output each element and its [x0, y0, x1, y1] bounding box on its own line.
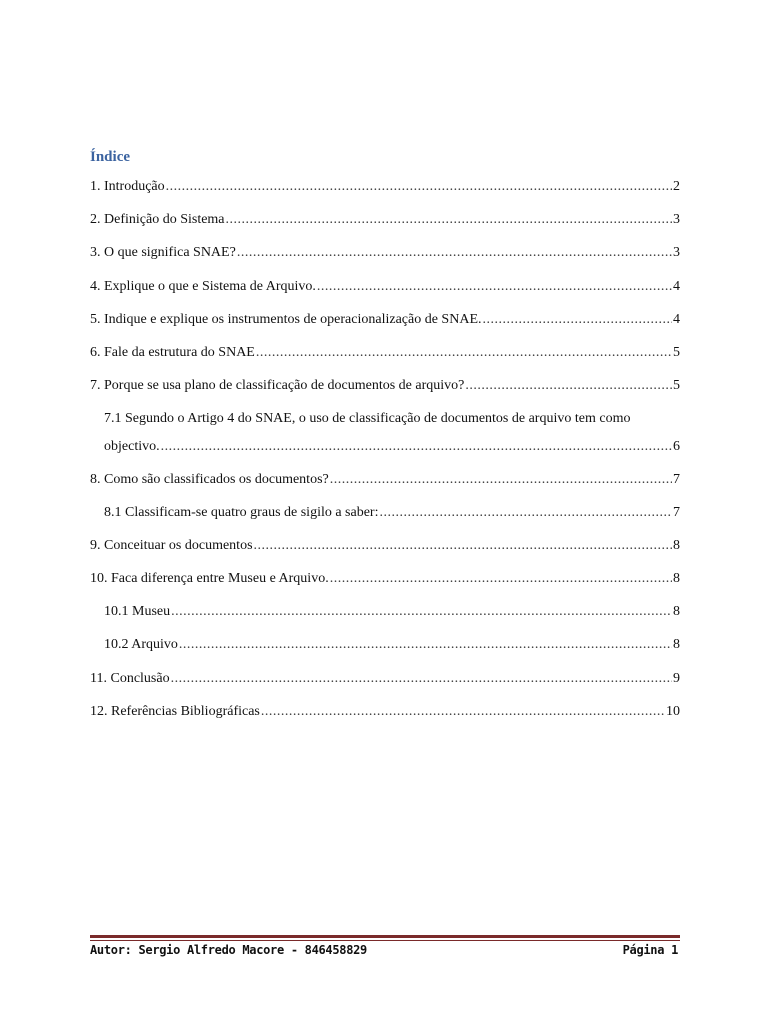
leader-dots	[465, 376, 672, 396]
toc-entry-page: 7	[673, 472, 680, 487]
footer-author: Autor: Sergio Alfredo Macore - 846458829	[90, 943, 367, 957]
toc-entry-label-line2: objectivo.	[104, 439, 160, 454]
leader-dots	[171, 669, 672, 689]
toc-entry-page: 3	[673, 245, 680, 260]
toc-entry-label: 6. Fale da estrutura do SNAE	[90, 345, 255, 360]
toc-entry-label: 8.1 Classificam-se quatro graus de sigilo a saber:	[104, 505, 379, 520]
toc-entry-label: 3. O que significa SNAE?	[90, 245, 236, 260]
toc-entry-label: 9. Conceituar os documentos	[90, 538, 253, 553]
leader-dots	[330, 569, 672, 589]
toc-entry-page: 3	[673, 212, 680, 227]
leader-dots	[261, 702, 665, 722]
toc-entry-label: 4. Explique o que e Sistema de Arquivo.	[90, 279, 316, 294]
leader-dots	[171, 602, 672, 622]
leader-dots	[317, 277, 672, 297]
toc-entry-referencias[interactable]	[90, 702, 680, 722]
leader-dots	[254, 536, 672, 556]
toc-entry-definicao[interactable]	[90, 210, 680, 230]
toc-entry-label: 10.2 Arquivo	[104, 637, 178, 652]
footer-rule-thin	[90, 940, 680, 941]
toc-entry-page: 8	[673, 604, 680, 619]
toc-entry-artigo-4[interactable]	[104, 409, 680, 457]
leader-dots	[330, 470, 672, 490]
toc-entry-arquivo[interactable]	[104, 635, 680, 655]
leader-dots	[483, 310, 673, 330]
toc-entry-page: 4	[673, 279, 680, 294]
toc-entry-page: 8	[673, 538, 680, 553]
toc-entry-page: 9	[673, 671, 680, 686]
toc-entry-page: 7	[673, 505, 680, 520]
toc-entry-page: 8	[673, 571, 680, 586]
toc-entry-conclusao[interactable]	[90, 669, 680, 689]
footer-rule-thick	[90, 935, 680, 938]
leader-dots	[161, 437, 672, 457]
leader-dots	[179, 635, 672, 655]
toc-entry-label: 1. Introdução	[90, 179, 165, 194]
toc-entry-page: 5	[673, 378, 680, 393]
toc-entry-label-line1: 7.1 Segundo o Artigo 4 do SNAE, o uso de classificação de documentos de arquivo tem como	[104, 411, 631, 426]
footer-page-number: Página 1	[622, 943, 678, 957]
toc-entry-label: 8. Como são classificados os documentos?	[90, 472, 329, 487]
toc-entry-museu[interactable]	[104, 602, 680, 622]
leader-dots	[379, 503, 672, 523]
toc-entry-page: 6	[673, 439, 680, 454]
toc-entry-page: 8	[673, 637, 680, 652]
toc-entry-label: 5. Indique e explique os instrumentos de operacionalização de SNAE.	[90, 312, 482, 327]
toc-entry-page: 10	[666, 704, 680, 719]
toc-entry-page: 2	[673, 179, 680, 194]
toc-entry-conceituar[interactable]	[90, 536, 680, 556]
toc-entry-label: 10. Faca diferença entre Museu e Arquivo.	[90, 571, 329, 586]
leader-dots	[166, 177, 672, 197]
toc-entry-classificados[interactable]	[90, 470, 680, 490]
toc-entry-museu-arquivo[interactable]	[90, 569, 680, 589]
leader-dots	[256, 343, 672, 363]
toc-entry-instrumentos[interactable]	[90, 310, 680, 330]
toc-entry-label: 11. Conclusão	[90, 671, 170, 686]
leader-dots	[226, 210, 672, 230]
toc-entry-plano-classificacao[interactable]	[90, 376, 680, 396]
toc-entry-page: 5	[673, 345, 680, 360]
leader-dots	[237, 243, 672, 263]
toc-entry-snae[interactable]	[90, 243, 680, 263]
toc-entry-introducao[interactable]	[90, 177, 680, 197]
toc-entry-label: 10.1 Museu	[104, 604, 171, 619]
toc-entry-graus-sigilo[interactable]	[104, 503, 680, 523]
toc-title: Índice	[90, 149, 131, 165]
toc-entry-estrutura[interactable]	[90, 343, 680, 363]
toc-entry-label: 12. Referências Bibliográficas	[90, 704, 260, 719]
toc-entry-page: 4	[673, 312, 680, 327]
toc-entry-label: 7. Porque se usa plano de classificação de documentos de arquivo?	[90, 378, 465, 393]
toc-entry-sistema-arquivo[interactable]	[90, 277, 680, 297]
toc-entry-label: 2. Definição do Sistema	[90, 212, 225, 227]
